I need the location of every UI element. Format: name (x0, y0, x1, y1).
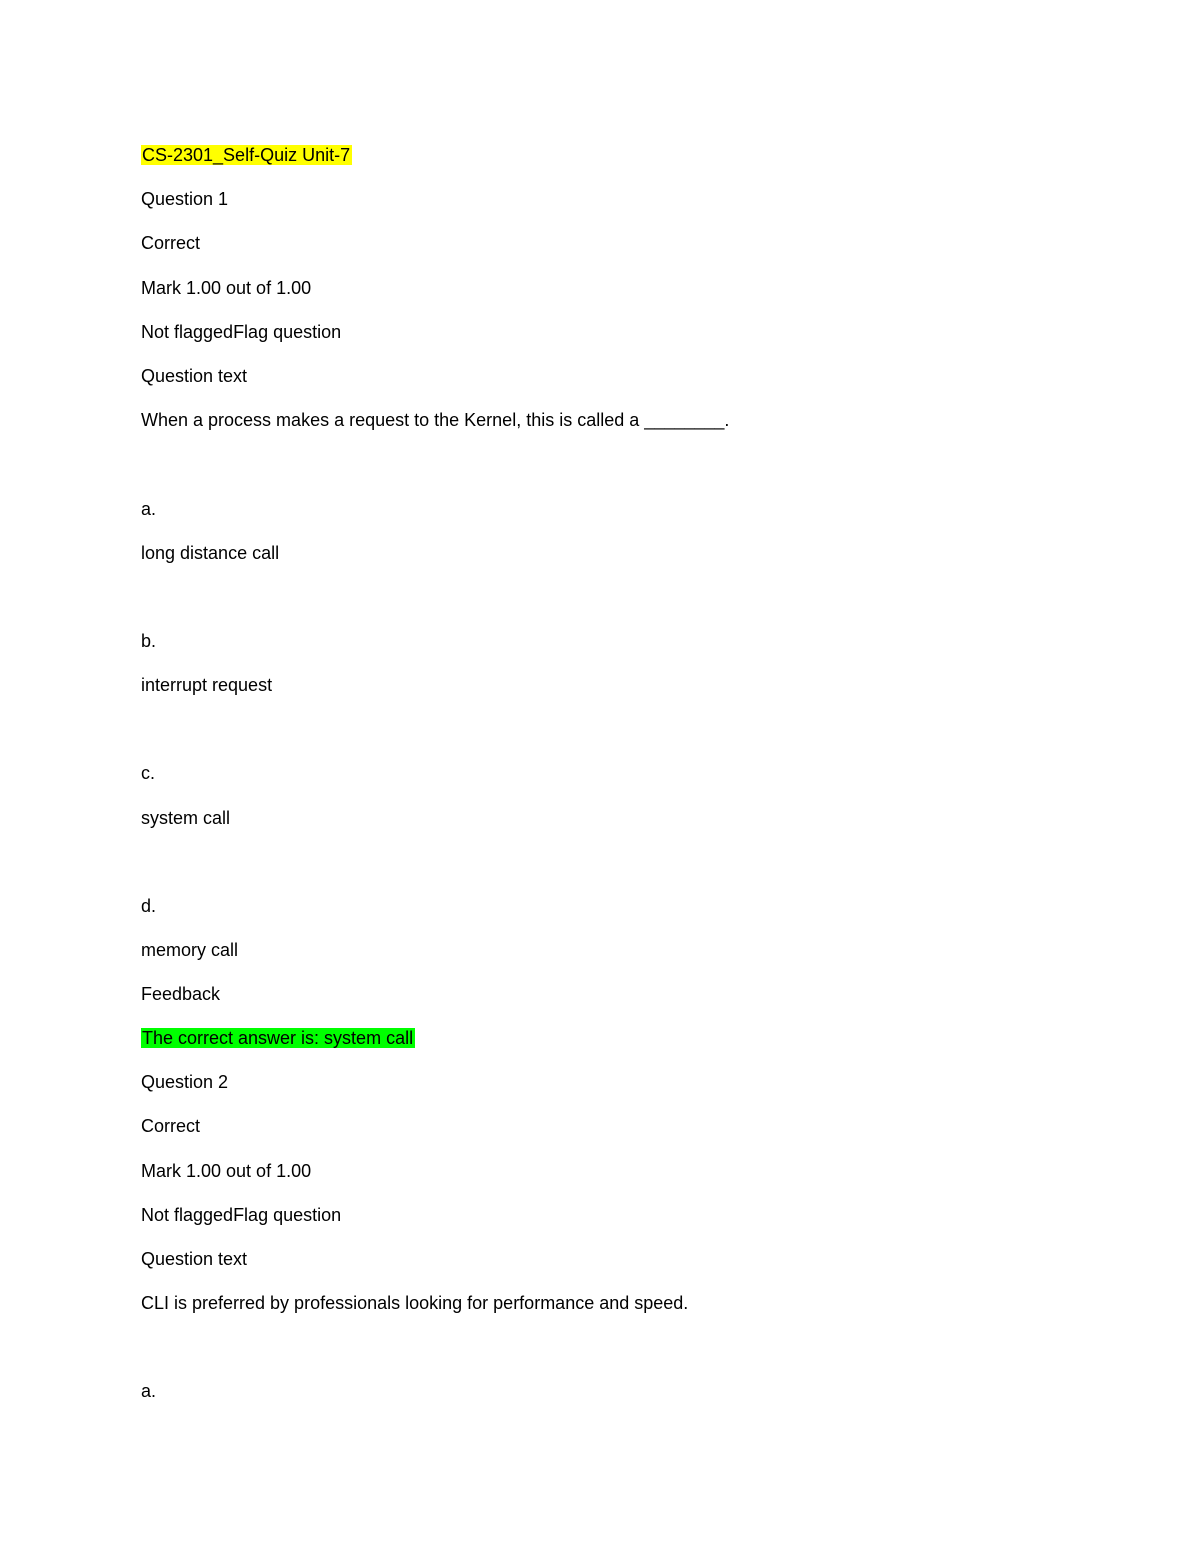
option-letter: d. (141, 896, 157, 916)
option-text: system call (141, 808, 231, 828)
question-text-label: Question text (141, 366, 248, 386)
question-flag: Not flaggedFlag question (141, 322, 342, 342)
question-number: Question 1 (141, 189, 229, 209)
question-mark: Mark 1.00 out of 1.00 (141, 278, 312, 298)
correct-answer: The correct answer is: system call (142, 1028, 414, 1048)
question-text: CLI is preferred by professionals looking for performance and speed. (141, 1293, 689, 1313)
option-letter: c. (141, 763, 156, 783)
question-status: Correct (141, 1116, 201, 1136)
document-title: CS-2301_Self-Quiz Unit-7 (142, 145, 351, 165)
question-text-label: Question text (141, 1249, 248, 1269)
option-text: long distance call (141, 543, 280, 563)
correct-answer-line (141, 1026, 415, 1050)
option-letter: b. (141, 631, 157, 651)
option-text: memory call (141, 940, 239, 960)
feedback-label: Feedback (141, 984, 221, 1004)
question-flag: Not flaggedFlag question (141, 1205, 342, 1225)
question-text: When a process makes a request to the Kernel, this is called a ________. (141, 410, 730, 430)
option-letter: a. (141, 1381, 157, 1401)
option-letter: a. (141, 499, 157, 519)
question-status: Correct (141, 233, 201, 253)
option-text: interrupt request (141, 675, 273, 695)
document-title-line (141, 143, 352, 167)
question-mark: Mark 1.00 out of 1.00 (141, 1161, 312, 1181)
question-number: Question 2 (141, 1072, 229, 1092)
